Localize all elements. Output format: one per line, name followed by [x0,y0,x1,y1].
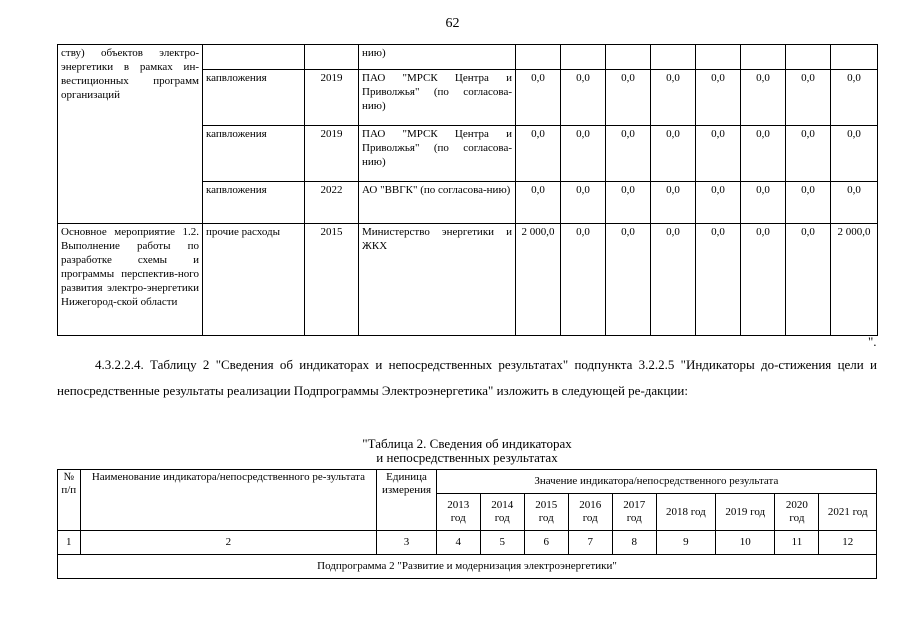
year-header: 2021 год [819,494,877,531]
value-cell: 0,0 [786,182,831,224]
column-index: 12 [819,531,877,555]
value-cell: 0,0 [831,126,878,182]
value-cell [606,45,651,70]
value-cell: 0,0 [741,70,786,126]
value-cell: 2 000,0 [831,224,878,336]
year-header: 2013 год [436,494,480,531]
table-row [58,45,878,70]
value-cell [831,45,878,70]
caption-line-1: "Таблица 2. Сведения об индикаторах [362,436,572,451]
year-header: 2017 год [612,494,656,531]
value-cell [741,45,786,70]
value-cell: 0,0 [516,126,561,182]
column-index: 4 [436,531,480,555]
value-cell: 0,0 [696,70,741,126]
value-cell: 0,0 [696,224,741,336]
value-cell: 0,0 [606,70,651,126]
header-unit: Единица измерения [377,470,436,531]
column-index: 6 [524,531,568,555]
value-cell [651,45,696,70]
year-header: 2020 год [775,494,819,531]
value-cell: 0,0 [741,126,786,182]
value-cell: 0,0 [561,224,606,336]
year-cell [305,45,359,70]
column-index: 9 [656,531,715,555]
year-cell: 2019 [305,126,359,182]
expense-type: капвложения [203,126,305,182]
value-cell: 0,0 [606,182,651,224]
expenses-table [57,44,878,336]
header-num: № п/п [58,470,81,531]
value-cell: 0,0 [606,126,651,182]
value-cell: 0,0 [786,224,831,336]
executor-cell: Министерство энергетики и ЖКХ [359,224,516,336]
year-header: 2019 год [716,494,775,531]
year-header: 2016 год [568,494,612,531]
expense-type: прочие расходы [203,224,305,336]
value-cell: 0,0 [831,70,878,126]
indicators-table [57,469,877,579]
value-cell [786,45,831,70]
expense-type: капвложения [203,182,305,224]
year-header: 2014 год [480,494,524,531]
value-cell: 0,0 [696,126,741,182]
value-cell: 0,0 [606,224,651,336]
column-index: 2 [80,531,377,555]
value-cell: 0,0 [831,182,878,224]
year-cell: 2015 [305,224,359,336]
expense-type [203,45,305,70]
expense-type: капвложения [203,70,305,126]
year-cell: 2019 [305,70,359,126]
amendment-paragraph: 4.3.2.2.4. Таблицу 2 "Сведения об индикаторах и непосредственных результатах" подпункта 3.2.2.5 "Индикаторы до-стижения цели и непосредственные результаты реализации Подпрограммы Электроэнергетика" изложить в следующей ре-дакции: [57,357,877,398]
executor-cell: ПАО "МРСК Центра и Приволжья" (по согласова-нию) [359,70,516,126]
quote-end: ". [868,334,877,349]
value-cell: 0,0 [651,182,696,224]
table2-caption [57,437,877,465]
value-cell: 0,0 [516,70,561,126]
page-number: 62 [445,16,460,31]
value-cell: 0,0 [651,126,696,182]
column-index: 7 [568,531,612,555]
header-name: Наименование индикатора/непосредственного ре-зультата [80,470,377,531]
value-cell [561,45,606,70]
value-cell: 0,0 [786,126,831,182]
subprogram-row: Подпрограмма 2 "Развитие и модернизация электроэнергетики" [58,555,877,579]
activity-description: Основное мероприятие 1.2. Выполнение работы по разработке схемы и программы перспектив-ного развития электро-энергетики Нижегород-ской области [58,224,203,336]
column-index: 8 [612,531,656,555]
year-header: 2018 год [656,494,715,531]
value-cell: 0,0 [516,182,561,224]
value-cell: 2 000,0 [516,224,561,336]
value-cell [516,45,561,70]
activity-description: ству) объектов электро-энергетики в рамках ин-вестиционных программ организаций [58,45,203,224]
table-row [58,224,878,336]
value-cell: 0,0 [741,224,786,336]
executor-cell: ПАО "МРСК Центра и Приволжья" (по согласова-нию) [359,126,516,182]
column-index: 1 [58,531,81,555]
value-cell: 0,0 [651,224,696,336]
value-cell: 0,0 [696,182,741,224]
column-index: 10 [716,531,775,555]
executor-cell: АО "ВВГК" (по согласова-нию) [359,182,516,224]
column-index: 3 [377,531,436,555]
caption-line-2: и непосредственных результатах [376,450,558,465]
value-cell [696,45,741,70]
executor-cell: нию) [359,45,516,70]
value-cell: 0,0 [786,70,831,126]
header-values: Значение индикатора/непосредственного результата [436,470,876,494]
value-cell: 0,0 [561,70,606,126]
value-cell: 0,0 [561,126,606,182]
year-cell: 2022 [305,182,359,224]
value-cell: 0,0 [741,182,786,224]
column-index: 5 [480,531,524,555]
value-cell: 0,0 [561,182,606,224]
year-header: 2015 год [524,494,568,531]
column-index: 11 [775,531,819,555]
value-cell: 0,0 [651,70,696,126]
